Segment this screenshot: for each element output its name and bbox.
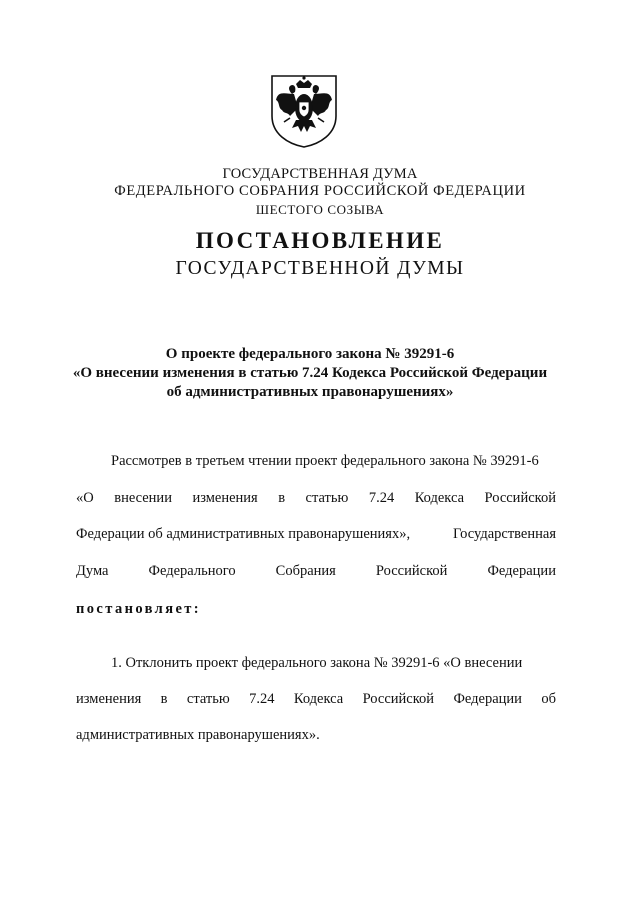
word: изменения [76, 691, 142, 707]
word: 7.24 [249, 691, 275, 707]
document-subtitle: ГОСУДАРСТВЕННОЙ ДУМЫ [175, 258, 465, 279]
paragraph-2-line-3: административных правонарушениях». [76, 727, 320, 743]
word: Федерации [487, 563, 556, 579]
resolves-label: постановляет: [76, 601, 202, 617]
word: Кодекса [414, 490, 465, 506]
paragraph-1-line-3 [76, 525, 556, 543]
coat-of-arms-emblem [268, 72, 340, 148]
paragraph-1-line-4 [76, 562, 556, 580]
word: Российской [362, 691, 435, 707]
header-line-assembly: ФЕДЕРАЛЬНОГО СОБРАНИЯ РОССИЙСКОЙ ФЕДЕРАЦИИ [114, 183, 526, 199]
word: «О [76, 490, 94, 506]
bill-heading-line-3: об административных правонарушениях» [166, 384, 454, 400]
header-line-duma: ГОСУДАРСТВЕННАЯ ДУМА [222, 166, 418, 182]
word: в [278, 490, 286, 506]
word: изменения [192, 490, 258, 506]
header-line-convocation: ШЕСТОГО СОЗЫВА [255, 202, 385, 217]
word: Собрания [275, 563, 336, 579]
word: Федерации [453, 691, 522, 707]
word: Федерального [148, 563, 236, 579]
paragraph-1-line-1: Рассмотрев в третьем чтении проект федерального закона № 39291-6 [111, 453, 539, 469]
bill-heading-line-1: О проекте федерального закона № 39291-6 [165, 346, 455, 362]
word: Российской [484, 490, 556, 506]
word: внесении [114, 490, 172, 506]
word: Государственная [453, 526, 556, 542]
word: в [160, 691, 168, 707]
word: статью [186, 691, 230, 707]
word: Российской [375, 563, 448, 579]
word: об [541, 691, 556, 707]
word: Федерации об административных правонарушениях», [76, 526, 411, 542]
word: Дума [76, 563, 109, 579]
paragraph-1-line-2 [76, 489, 556, 507]
word: статью [305, 490, 349, 506]
document-title: ПОСТАНОВЛЕНИЕ [195, 228, 445, 253]
word: Кодекса [293, 691, 344, 707]
word: 7.24 [368, 490, 395, 506]
bill-heading-line-2: «О внесении изменения в статью 7.24 Кодекса Российской Федерации [72, 365, 548, 381]
paragraph-2-line-2 [76, 690, 556, 708]
paragraph-2-line-1: 1. Отклонить проект федерального закона № 39291-6 «О внесении [111, 655, 523, 671]
